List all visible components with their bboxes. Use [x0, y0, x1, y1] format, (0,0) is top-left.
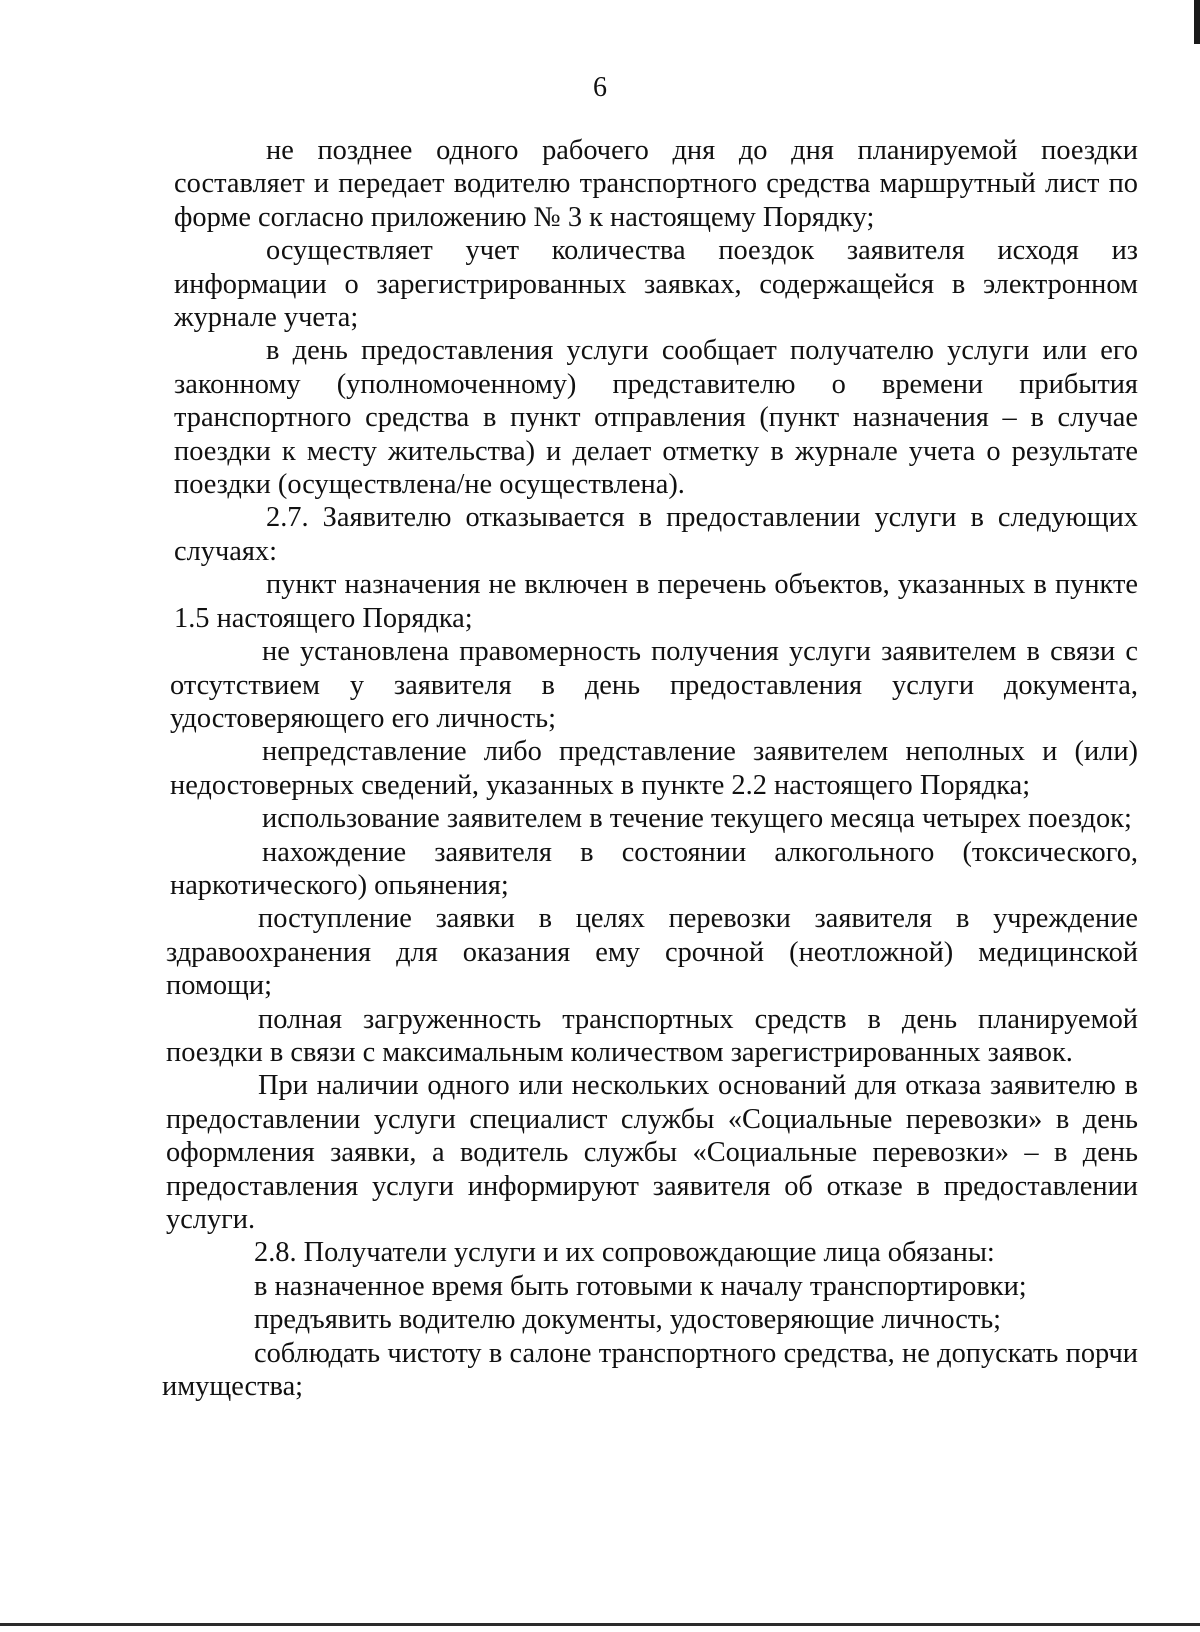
page-number: 6 — [593, 72, 607, 103]
scan-bottom-line — [0, 1623, 1200, 1626]
scan-edge-mark — [1194, 0, 1200, 44]
paragraph-urgent-care: поступление заявки в целях перевозки заявителя в учреждение здравоохранения для оказания ему срочной (неотложной) медицинской помощи; — [166, 903, 1138, 1002]
paragraph-four-trips: использование заявителем в течение текущего месяца четырех поездок; — [262, 803, 1132, 835]
paragraph-route-sheet: не позднее одного рабочего дня до дня планируемой поездки составляет и передает водителю транспортного средства маршрутный лист по форме согласно приложению № 3 к настоящему Порядку; — [174, 135, 1138, 233]
paragraph-full-load: полная загруженность транспортных средств в день планируемой поездки в связи с максимальным количеством зарегистрированных заявок. — [166, 1003, 1138, 1068]
paragraph-no-identity: не установлена правомерность получения услуги заявителем в связи с отсутствием у заявителя в день предоставления услуги документа, удостоверяющего его личность; — [170, 636, 1138, 734]
paragraph-2-8-heading: 2.8. Получатели услуги и их сопровождающие лица обязаны: — [254, 1237, 995, 1269]
paragraph-refusal-notice: При наличии одного или нескольких оснований для отказа заявителю в предоставлении услуги специалист службы «Социальные перевозки» в день оформления заявки, а водитель службы «Социальные перевозки» – в день предоставления услуги информируют заявителя об отказе в предоставлении услуги. — [166, 1070, 1138, 1235]
paragraph-intoxication: нахождение заявителя в состоянии алкогольного (токсического, наркотического) опьянения; — [170, 836, 1138, 901]
document-body — [162, 134, 1138, 1403]
paragraph-destination-not-listed: пункт назначения не включен в перечень объектов, указанных в пункте 1.5 настоящего Порядка; — [174, 569, 1138, 634]
paragraph-be-ready: в назначенное время быть готовыми к началу транспортировки; — [254, 1270, 1027, 1302]
paragraph-trip-count: осуществляет учет количества поездок заявителя исходя из информации о зарегистрированных заявках, содержащейся в электронном журнале учета; — [174, 235, 1138, 334]
paragraph-2-7-heading: 2.7. Заявителю отказывается в предоставлении услуги в следующих случаях: — [174, 502, 1138, 567]
paragraph-keep-clean: соблюдать чистоту в салоне транспортного средства, не допускать порчи имущества; — [162, 1337, 1138, 1403]
paragraph-incomplete-info: непредставление либо представление заявителем неполных и (или) недостоверных сведений, указанных в пункте 2.2 настоящего Порядка; — [170, 736, 1138, 801]
paragraph-show-documents: предъявить водителю документы, удостоверяющие личность; — [254, 1304, 1002, 1336]
paragraph-arrival-notice: в день предоставления услуги сообщает получателю услуги или его законному (уполномоченному) представителю о времени прибытия транспортного средства в пункт отправления (пункт назначения – в случае поездки к месту жительства) и делает отметку в журнале учета о результате поездки (осуществлена/не осуществлена). — [174, 335, 1138, 501]
